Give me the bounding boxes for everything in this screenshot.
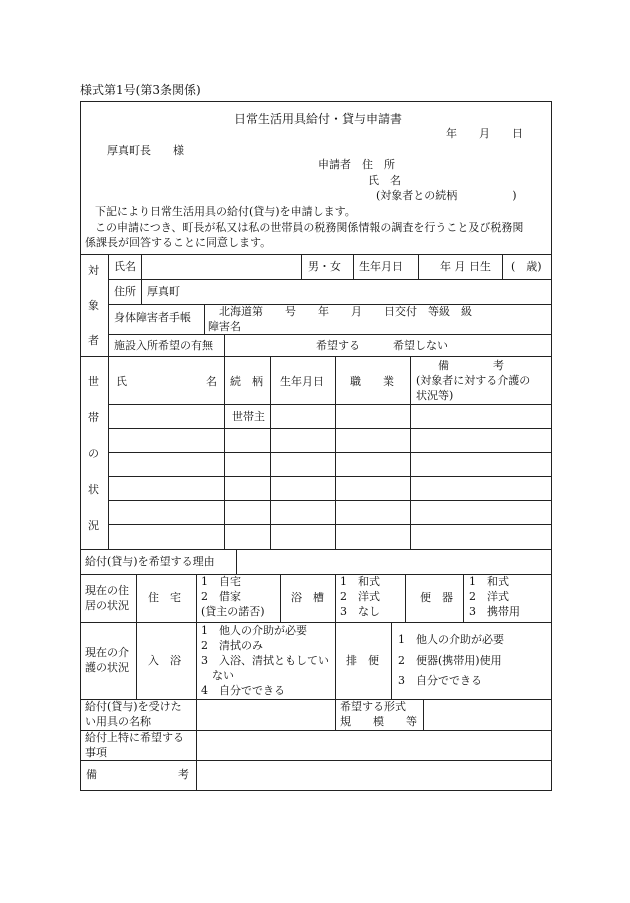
facility-label: 施設入所希望の有無 xyxy=(114,339,213,352)
application-statement: 下記により日常生活用具の給付(貸与)を申請します。 xyxy=(95,205,356,218)
household-side-3: の xyxy=(88,447,99,460)
bathing-label: 入 浴 xyxy=(148,654,181,667)
col-birth: 生年月日 xyxy=(280,375,324,388)
toilet-option-2: 2 洋式 xyxy=(469,590,509,603)
toilet-option-1: 1 和式 xyxy=(469,575,509,588)
form-title: 日常生活用具給付・貸与申請書 xyxy=(234,112,403,126)
bathing-option-3-cont: ない xyxy=(212,669,234,682)
bathing-option-3: 3 入浴、清拭ともしてい xyxy=(201,654,329,667)
head-of-household: 世帯主 xyxy=(232,410,265,423)
form-number: 様式第1号(第3条関係) xyxy=(80,83,201,97)
household-side-1: 世 xyxy=(88,375,99,388)
household-side-4: 状 xyxy=(88,483,99,496)
disability-name-label: 障害名 xyxy=(208,320,241,333)
subject-side-2: 象 xyxy=(88,299,99,312)
remarks-label-a: 備 xyxy=(86,768,97,781)
remarks-label-b: 考 xyxy=(178,768,189,781)
name-label: 氏名 xyxy=(114,260,136,273)
special-label-a: 給付上特に希望する xyxy=(85,731,184,744)
frame-top xyxy=(80,101,552,102)
toilet-option-3: 3 携帯用 xyxy=(469,605,520,618)
home-option-1: 1 自宅 xyxy=(201,575,241,588)
frame-right xyxy=(551,101,552,791)
home-option-3: (貸主の諾否) xyxy=(201,605,265,618)
address-label: 住所 xyxy=(114,285,136,298)
care-label-a: 現在の介 xyxy=(85,646,129,659)
excretion-option-2: 2 便器(携帯用)使用 xyxy=(398,654,502,667)
gender-options: 男・女 xyxy=(308,260,341,273)
date-line: 年 月 日 xyxy=(446,127,523,140)
col-relation: 続 柄 xyxy=(230,375,263,388)
excretion-option-3: 3 自分でできる xyxy=(398,674,482,687)
excretion-option-1: 1 他人の介助が必要 xyxy=(398,633,504,646)
addressee: 厚真町長 様 xyxy=(107,144,184,157)
col-remarks-b: (対象者に対する介護の xyxy=(416,374,531,387)
housing-label-a: 現在の住 xyxy=(85,584,129,597)
col-remarks-a: 備 考 xyxy=(438,359,504,372)
format-label-a: 希望する形式 xyxy=(340,700,406,713)
housing-label-b: 居の状況 xyxy=(85,599,129,612)
item-label-b: い用具の名称 xyxy=(85,715,151,728)
reason-label: 給付(貸与)を希望する理由 xyxy=(85,555,215,568)
special-label-b: 事項 xyxy=(85,746,107,759)
bath-option-2: 2 洋式 xyxy=(340,590,380,603)
home-option-2: 2 借家 xyxy=(201,590,241,603)
bath-option-3: 3 なし xyxy=(340,605,380,618)
item-label-a: 給付(貸与)を受けた xyxy=(85,700,182,713)
bathing-option-2: 2 清拭のみ xyxy=(201,639,263,652)
excretion-label: 排 便 xyxy=(346,654,379,667)
consent-line-2: 係課長が回答することに同意します。 xyxy=(85,236,272,249)
age-field: ( 歳) xyxy=(511,260,542,273)
frame-bottom xyxy=(80,790,552,791)
applicant-name-label: 氏 名 xyxy=(368,174,401,187)
subject-side-1: 対 xyxy=(88,264,99,277)
format-label-b: 規 模 等 xyxy=(340,715,417,728)
handbook-label: 身体障害者手帳 xyxy=(114,311,191,324)
col-name-a: 氏 xyxy=(116,375,127,388)
facility-options: 希望する 希望しない xyxy=(316,339,448,352)
handbook-value: 北海道第 号 年 月 日交付 等級 級 xyxy=(219,305,472,318)
toilet-label: 便 器 xyxy=(420,591,453,604)
bath-label: 浴 槽 xyxy=(291,591,324,604)
bathing-option-1: 1 他人の介助が必要 xyxy=(201,624,307,637)
home-label: 住 宅 xyxy=(148,591,181,604)
col-job: 職 業 xyxy=(350,375,394,388)
relation-label: (対象者との続柄 ) xyxy=(376,189,517,202)
birth-value: 年 月 日生 xyxy=(440,260,491,273)
subject-side-3: 者 xyxy=(88,334,99,347)
applicant-address-label: 申請者 住 所 xyxy=(318,158,395,171)
col-name-b: 名 xyxy=(206,375,217,388)
birth-label: 生年月日 xyxy=(359,260,403,273)
col-remarks-c: 状況等) xyxy=(416,389,454,402)
care-label-b: 護の状況 xyxy=(85,661,129,674)
frame-left xyxy=(80,101,81,791)
household-side-5: 況 xyxy=(88,519,99,532)
address-value: 厚真町 xyxy=(147,285,180,298)
household-side-2: 帯 xyxy=(88,411,99,424)
bathing-option-4: 4 自分でできる xyxy=(201,684,285,697)
consent-line-1: この申請につき、町長が私又は私の世帯員の税務関係情報の調査を行うこと及び税務関 xyxy=(95,221,524,234)
bath-option-1: 1 和式 xyxy=(340,575,380,588)
